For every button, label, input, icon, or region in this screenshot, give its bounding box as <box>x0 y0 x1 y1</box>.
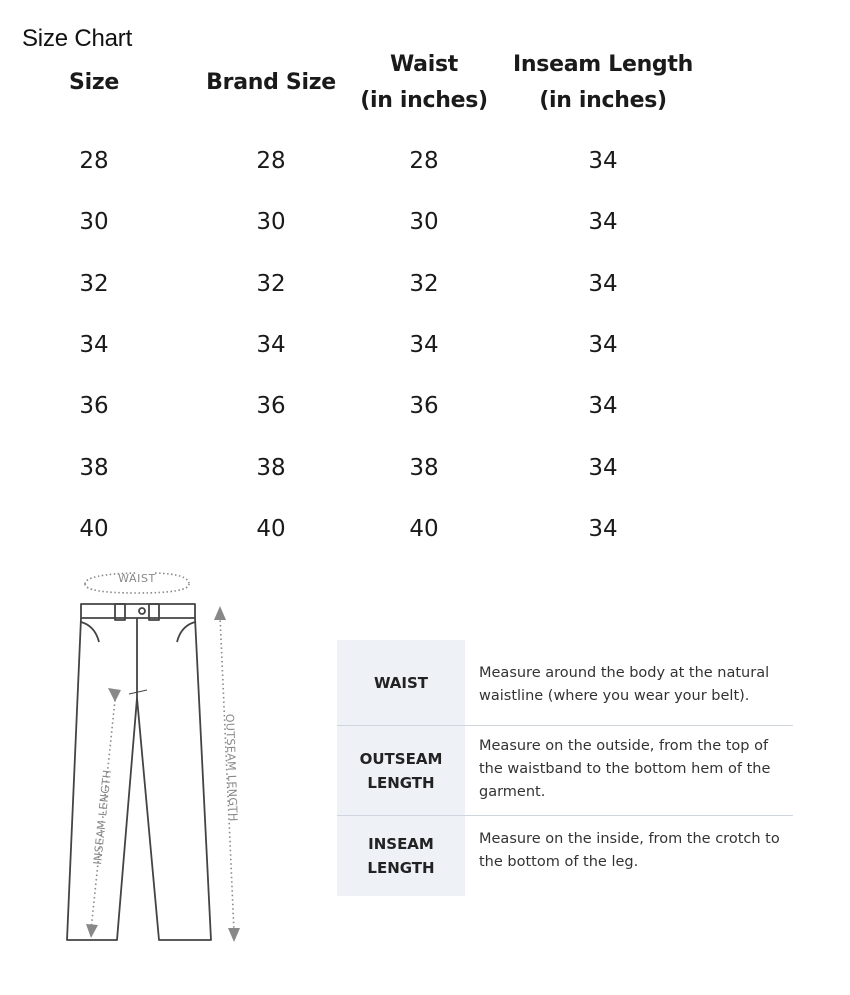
guide-term-line1: WAIST <box>373 673 429 692</box>
guide-term-line1: OUTSEAM <box>359 749 443 768</box>
column-header-brand-size-label: Brand Size <box>206 70 336 95</box>
cell-inseam: 34 <box>588 271 618 297</box>
cell-inseam: 34 <box>588 516 618 542</box>
cell-waist: 30 <box>409 209 439 235</box>
guide-row-outseam <box>337 726 793 816</box>
cell-waist: 40 <box>409 516 439 542</box>
guide-term <box>337 816 465 896</box>
guide-description: Measure on the inside, from the crotch to the bottom of the leg. <box>479 831 780 870</box>
column-header-brand-size <box>201 65 341 101</box>
waist-indicator <box>85 572 189 593</box>
cell-size: 32 <box>79 271 109 297</box>
cell-waist: 38 <box>409 455 439 481</box>
column-header-waist-line2: (in inches) <box>360 88 488 113</box>
page-title: Size Chart <box>22 25 133 52</box>
column-header-inseam-length <box>503 47 703 119</box>
cell-size: 34 <box>79 332 109 358</box>
cell-brand-size: 40 <box>256 516 286 542</box>
cell-brand-size: 28 <box>256 148 286 174</box>
column-header-waist <box>354 47 494 119</box>
column-header-size-label: Size <box>69 70 119 95</box>
cell-inseam: 34 <box>588 148 618 174</box>
cell-brand-size: 36 <box>256 393 286 419</box>
cell-waist: 34 <box>409 332 439 358</box>
guide-description: Measure on the outside, from the top of the waistband to the bottom hem of the garment. <box>479 738 771 800</box>
column-header-waist-line1: Waist <box>390 52 458 77</box>
cell-size: 40 <box>79 516 109 542</box>
guide-term <box>337 640 465 725</box>
guide-term-line2: LENGTH <box>367 773 435 792</box>
cell-inseam: 34 <box>588 209 618 235</box>
pants-measurement-diagram <box>55 560 265 955</box>
guide-row-inseam <box>337 816 793 896</box>
cell-brand-size: 30 <box>256 209 286 235</box>
guide-term-line1: INSEAM <box>368 835 434 853</box>
column-header-inseam-line2: (in inches) <box>539 88 667 113</box>
cell-size: 38 <box>79 455 109 481</box>
cell-brand-size: 32 <box>256 271 286 297</box>
cell-brand-size: 38 <box>256 455 286 481</box>
guide-description: Measure around the body at the natural waistline (where you wear your belt). <box>479 665 770 704</box>
guide-term-line2: LENGTH <box>367 859 435 877</box>
guide-row-waist <box>337 640 793 726</box>
waist-diagram-label: WAIST <box>118 572 156 585</box>
cell-size: 30 <box>79 209 109 235</box>
cell-brand-size: 34 <box>256 332 286 358</box>
inseam-diagram-label: INSEAM LENGTH <box>91 768 114 866</box>
guide-term <box>337 726 465 815</box>
pants-icon <box>67 604 211 940</box>
cell-inseam: 34 <box>588 393 618 419</box>
outseam-diagram-label: OUTSEAM LENGTH <box>223 713 240 822</box>
cell-waist: 32 <box>409 271 439 297</box>
cell-size: 28 <box>79 148 109 174</box>
column-header-size <box>34 65 154 101</box>
cell-waist: 28 <box>409 148 439 174</box>
outseam-arrow <box>214 606 240 942</box>
measurement-guide <box>337 640 793 896</box>
cell-waist: 36 <box>409 393 439 419</box>
inseam-arrow <box>86 688 121 938</box>
cell-inseam: 34 <box>588 455 618 481</box>
cell-size: 36 <box>79 393 109 419</box>
column-header-inseam-line1: Inseam Length <box>513 52 693 77</box>
cell-inseam: 34 <box>588 332 618 358</box>
